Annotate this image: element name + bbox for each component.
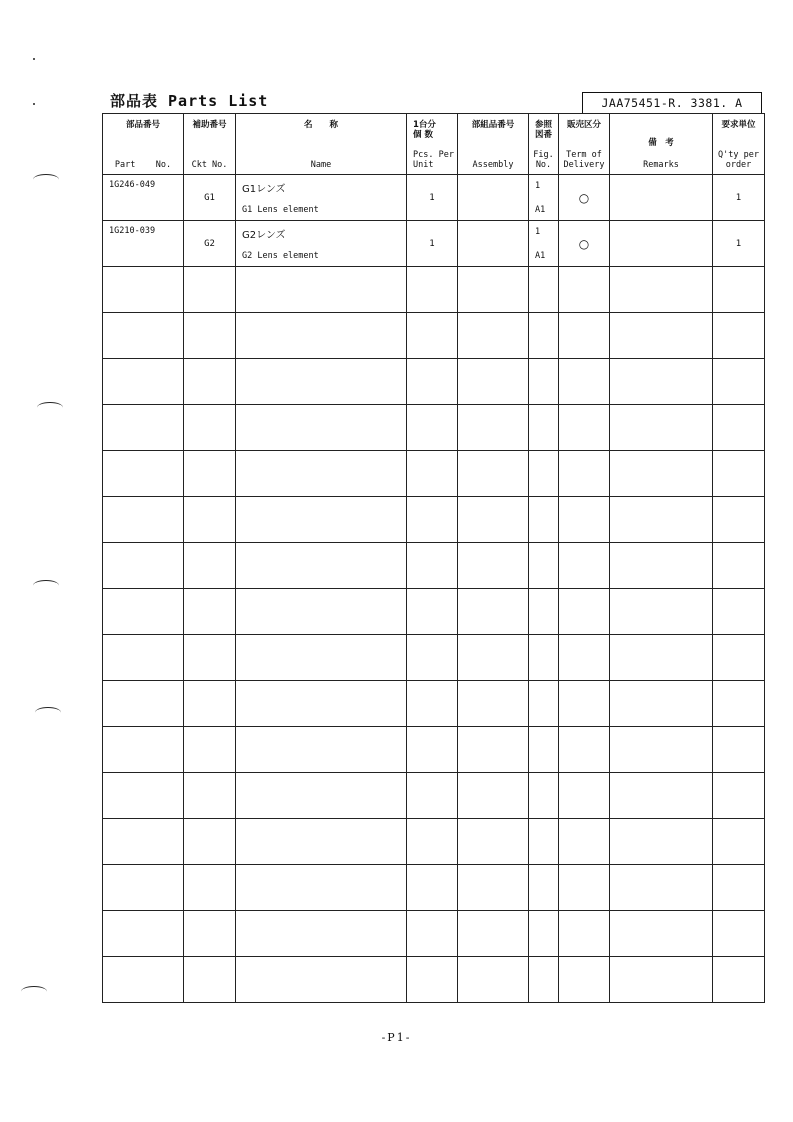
empty-cell: [236, 865, 407, 911]
empty-cell: [610, 359, 713, 405]
empty-table-row: [103, 267, 765, 313]
empty-cell: [184, 727, 236, 773]
empty-cell: [458, 773, 529, 819]
margin-dot: [33, 58, 35, 60]
empty-cell: [713, 589, 765, 635]
document-code: JAA75451-R. 3381. A: [582, 92, 762, 113]
empty-table-row: [103, 589, 765, 635]
empty-cell: [407, 727, 458, 773]
empty-cell: [236, 313, 407, 359]
empty-cell: [610, 451, 713, 497]
cell-assembly: [458, 175, 529, 221]
empty-table-row: [103, 451, 765, 497]
empty-cell: [610, 635, 713, 681]
cell-pcs-per-unit: 1: [407, 221, 458, 267]
punch-hole-mark: [21, 986, 47, 997]
empty-cell: [713, 543, 765, 589]
empty-cell: [184, 451, 236, 497]
empty-cell: [713, 451, 765, 497]
empty-cell: [407, 773, 458, 819]
empty-cell: [610, 313, 713, 359]
empty-cell: [236, 497, 407, 543]
empty-cell: [236, 543, 407, 589]
empty-cell: [559, 819, 610, 865]
parts-table-body: [103, 175, 765, 1003]
empty-cell: [236, 267, 407, 313]
page-number: -P1-: [381, 1031, 412, 1044]
empty-cell: [713, 865, 765, 911]
empty-cell: [103, 819, 184, 865]
empty-table-row: [103, 865, 765, 911]
empty-cell: [559, 727, 610, 773]
empty-cell: [184, 313, 236, 359]
col-header-pcs-per-unit: 1台分 個 数 Pcs. Per Unit: [407, 114, 458, 175]
empty-cell: [559, 589, 610, 635]
empty-cell: [529, 405, 559, 451]
empty-cell: [559, 451, 610, 497]
col-header-qty-per-order: 要求単位 Q'ty per order: [713, 114, 765, 175]
empty-cell: [103, 681, 184, 727]
empty-cell: [610, 865, 713, 911]
empty-cell: [458, 635, 529, 681]
empty-cell: [529, 267, 559, 313]
empty-cell: [236, 773, 407, 819]
empty-table-row: [103, 635, 765, 681]
empty-cell: [184, 589, 236, 635]
cell-part-no: 1G246-049: [103, 175, 184, 221]
empty-cell: [458, 819, 529, 865]
empty-cell: [529, 911, 559, 957]
empty-cell: [610, 497, 713, 543]
empty-cell: [184, 681, 236, 727]
empty-cell: [184, 359, 236, 405]
empty-cell: [713, 727, 765, 773]
empty-cell: [407, 865, 458, 911]
document-title: 部品表 Parts List: [110, 92, 269, 110]
cell-pcs-per-unit: 1: [407, 175, 458, 221]
empty-cell: [458, 313, 529, 359]
empty-table-row: [103, 819, 765, 865]
empty-cell: [610, 681, 713, 727]
cell-ckt-no: G2: [184, 221, 236, 267]
empty-cell: [529, 635, 559, 681]
empty-cell: [103, 773, 184, 819]
empty-table-row: [103, 313, 765, 359]
empty-cell: [529, 681, 559, 727]
empty-cell: [184, 911, 236, 957]
empty-cell: [458, 589, 529, 635]
empty-cell: [103, 497, 184, 543]
empty-cell: [559, 681, 610, 727]
empty-table-row: [103, 911, 765, 957]
empty-cell: [407, 267, 458, 313]
empty-cell: [610, 773, 713, 819]
cell-fig-no: 1 A1: [529, 175, 559, 221]
empty-cell: [103, 267, 184, 313]
punch-hole-mark: [35, 707, 61, 718]
empty-cell: [713, 313, 765, 359]
cell-remarks: [610, 175, 713, 221]
empty-cell: [529, 727, 559, 773]
empty-cell: [713, 957, 765, 1003]
empty-cell: [529, 359, 559, 405]
empty-cell: [559, 911, 610, 957]
cell-qty-per-order: 1: [713, 221, 765, 267]
empty-table-row: [103, 727, 765, 773]
col-header-ckt-no: 補助番号 Ckt No.: [184, 114, 236, 175]
empty-cell: [407, 911, 458, 957]
empty-cell: [458, 451, 529, 497]
empty-cell: [407, 957, 458, 1003]
cell-term-of-delivery: ○: [559, 175, 610, 221]
empty-cell: [458, 957, 529, 1003]
empty-cell: [236, 681, 407, 727]
empty-cell: [610, 589, 713, 635]
cell-remarks: [610, 221, 713, 267]
col-header-remarks: 備 考 Remarks: [610, 114, 713, 175]
empty-cell: [407, 589, 458, 635]
empty-cell: [103, 911, 184, 957]
empty-cell: [559, 359, 610, 405]
empty-cell: [529, 773, 559, 819]
empty-cell: [713, 773, 765, 819]
empty-table-row: [103, 405, 765, 451]
punch-hole-mark: [33, 174, 59, 185]
empty-cell: [236, 405, 407, 451]
empty-cell: [610, 957, 713, 1003]
empty-cell: [103, 865, 184, 911]
empty-cell: [407, 497, 458, 543]
empty-cell: [184, 819, 236, 865]
empty-cell: [559, 543, 610, 589]
empty-cell: [559, 405, 610, 451]
col-header-name: 名 称 Name: [236, 114, 407, 175]
empty-cell: [458, 681, 529, 727]
empty-cell: [610, 727, 713, 773]
empty-cell: [184, 773, 236, 819]
col-header-part-no: 部品番号 Part No.: [103, 114, 184, 175]
empty-cell: [103, 359, 184, 405]
empty-cell: [184, 267, 236, 313]
empty-cell: [458, 865, 529, 911]
empty-cell: [236, 911, 407, 957]
empty-cell: [559, 497, 610, 543]
cell-term-of-delivery: ○: [559, 221, 610, 267]
empty-cell: [458, 497, 529, 543]
empty-cell: [236, 451, 407, 497]
punch-hole-mark: [33, 580, 59, 591]
empty-cell: [236, 359, 407, 405]
empty-cell: [458, 727, 529, 773]
empty-cell: [103, 589, 184, 635]
empty-cell: [559, 635, 610, 681]
punch-hole-mark: [37, 402, 63, 413]
empty-cell: [529, 451, 559, 497]
empty-cell: [529, 589, 559, 635]
empty-table-row: [103, 773, 765, 819]
empty-cell: [103, 313, 184, 359]
margin-dot: [33, 103, 35, 105]
table-row: [103, 221, 765, 267]
empty-cell: [713, 267, 765, 313]
empty-cell: [103, 635, 184, 681]
col-header-assembly: 部組品番号 Assembly: [458, 114, 529, 175]
empty-cell: [103, 405, 184, 451]
empty-cell: [103, 543, 184, 589]
empty-cell: [458, 405, 529, 451]
cell-fig-no: 1 A1: [529, 221, 559, 267]
empty-cell: [407, 635, 458, 681]
empty-cell: [559, 957, 610, 1003]
cell-name: G2レンズ G2 Lens element: [236, 221, 407, 267]
table-header-row: [103, 114, 765, 175]
empty-cell: [103, 957, 184, 1003]
empty-cell: [407, 405, 458, 451]
col-header-term-of-delivery: 販売区分 Term of Delivery: [559, 114, 610, 175]
empty-cell: [407, 543, 458, 589]
empty-cell: [529, 313, 559, 359]
empty-cell: [407, 359, 458, 405]
empty-cell: [407, 451, 458, 497]
empty-cell: [529, 497, 559, 543]
empty-cell: [184, 957, 236, 1003]
empty-cell: [610, 819, 713, 865]
empty-cell: [458, 911, 529, 957]
cell-assembly: [458, 221, 529, 267]
empty-cell: [610, 267, 713, 313]
empty-cell: [559, 773, 610, 819]
empty-cell: [529, 865, 559, 911]
empty-cell: [529, 819, 559, 865]
empty-table-row: [103, 543, 765, 589]
empty-cell: [184, 405, 236, 451]
empty-cell: [458, 267, 529, 313]
empty-cell: [529, 957, 559, 1003]
empty-cell: [236, 589, 407, 635]
cell-name: G1レンズ G1 Lens element: [236, 175, 407, 221]
empty-table-row: [103, 957, 765, 1003]
empty-cell: [407, 313, 458, 359]
cell-ckt-no: G1: [184, 175, 236, 221]
empty-cell: [458, 359, 529, 405]
empty-cell: [559, 267, 610, 313]
empty-cell: [713, 911, 765, 957]
col-header-fig-no: 参照 図番 Fig. No.: [529, 114, 559, 175]
empty-cell: [458, 543, 529, 589]
empty-table-row: [103, 681, 765, 727]
empty-cell: [103, 451, 184, 497]
empty-cell: [610, 405, 713, 451]
empty-cell: [184, 865, 236, 911]
empty-cell: [103, 727, 184, 773]
empty-cell: [713, 819, 765, 865]
empty-cell: [713, 405, 765, 451]
empty-cell: [529, 543, 559, 589]
empty-cell: [184, 635, 236, 681]
empty-cell: [236, 635, 407, 681]
empty-cell: [559, 313, 610, 359]
empty-cell: [236, 957, 407, 1003]
empty-cell: [236, 727, 407, 773]
empty-cell: [184, 543, 236, 589]
empty-cell: [713, 681, 765, 727]
empty-cell: [713, 359, 765, 405]
empty-cell: [236, 819, 407, 865]
empty-cell: [610, 911, 713, 957]
empty-cell: [713, 635, 765, 681]
parts-table: [102, 113, 765, 1003]
table-row: [103, 175, 765, 221]
empty-table-row: [103, 497, 765, 543]
empty-table-row: [103, 359, 765, 405]
empty-cell: [713, 497, 765, 543]
cell-part-no: 1G210-039: [103, 221, 184, 267]
empty-cell: [407, 819, 458, 865]
empty-cell: [610, 543, 713, 589]
empty-cell: [184, 497, 236, 543]
cell-qty-per-order: 1: [713, 175, 765, 221]
empty-cell: [559, 865, 610, 911]
empty-cell: [407, 681, 458, 727]
